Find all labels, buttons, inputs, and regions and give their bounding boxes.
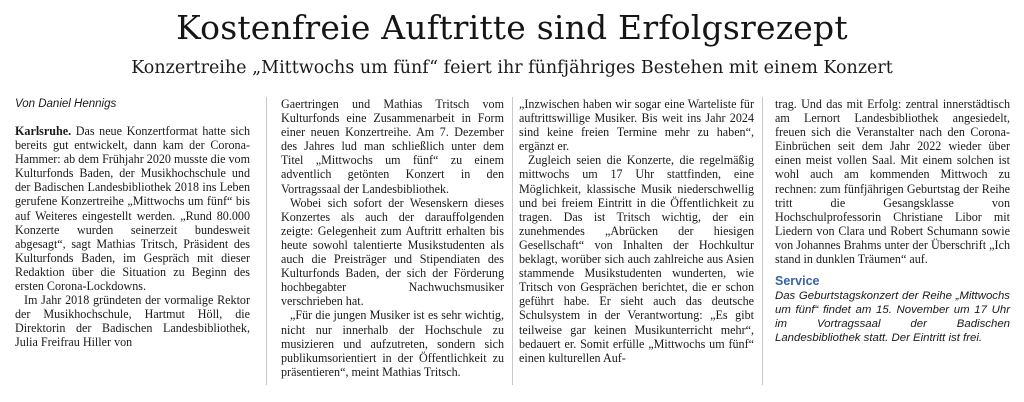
column-rule [762,97,763,385]
subheadline: Konzertreihe „Mittwochs um fünf“ feiert ihr fünfjähriges Bestehen mit einem Konzert [131,58,893,78]
article-column-2 [281,97,504,379]
service-heading: Service [775,274,820,289]
paragraph: „Für die jungen Musiker ist es sehr wichtig, nicht nur innerhalb der Hochschule zu musizieren und aufzutreten, sondern sich publikumsorientiert in der Öffentlichkeit zu präsentieren“, meint Mathias Tritsch. [281,308,504,379]
paragraph: Zugleich seien die Konzerte, die regelmäßig mittwochs um 17 Uhr stattfinden, eine Möglichkeit, klassische Musik niederschwellig und bei freiem Eintritt in die Öffentlichkeit zu tragen. Das ist Tritsch wichtig, der ein zunehmendes „Abrücken der hiesigen Gesellschaft“ von Inhalten der Hochkultur beklagt, worüber sich auch zahlreiche aus Asien stammende Musikstudenten wunderten, wie Tritsch von Gesprächen berichtet, die er schon geführt habe. Er sieht auch das deutsche Schulsystem in der Verantwortung: „Es gibt teilweise gar keinen Musikunterricht mehr“, bedauert er. Somit erfülle „Mittwochs um fünf“ einen kulturellen Auf- [519,153,754,365]
dateline-place: Karlsruhe. [15,124,72,138]
article-column-3 [519,97,754,365]
article-column-1 [15,97,250,350]
paragraph: Im Jahr 2018 gründeten der vormalige Rektor der Musikhochschule, Hartmut Höll, die Direktorin der Badischen Landesbibliothek, Julia Freifrau Hiller von [15,293,250,350]
paragraph-text: Das neue Konzertformat hatte sich bereits gut entwickelt, dann kam der Corona-Hammer: ab dem Frühjahr 2020 musste die vom Kulturfonds Baden, der Musikhochschule und der Badischen Landesbibliothek 2018 ins Leben gerufene Konzertreihe „Mittwochs um fünf“ bis auf Weiteres eingestellt werden. „Rund 80.000 Konzerte wurden seinerzeit bundesweit abgesagt“, sagt Mathias Tritsch, Präsident des Kulturfonds Baden, im Gespräch mit dieser Redaktion über die Situation zu Beginn des ersten Corona-Lockdowns. [15,124,250,294]
paragraph: Gaertringen und Mathias Tritsch vom Kulturfonds eine Zusammenarbeit in Form einer neuen Konzertreihe. Am 7. Dezember des Jahres lud man schließlich unter dem Titel „Mittwochs um fünf“ zu einem adventlich getönten Konzert in den Vortragssaal der Landesbibliothek. [281,97,504,196]
column-rule [512,97,513,385]
service-text: Das Geburtstagskonzert der Reihe „Mittwochs um fünf“ findet am 15. November um 17 Uhr im Vortragssaal der Badischen Landesbibliothek statt. Der Eintritt ist frei. [775,290,1010,345]
paragraph: „Inzwischen haben wir sogar eine Warteliste für auftrittswillige Musiker. Bis weit ins Jahr 2024 sind keine freien Termine mehr zu haben“, ergänzt er. [519,97,754,154]
paragraph: trag. Und das mit Erfolg: zentral innerstädtisch am Lernort Landesbibliothek angesiedelt, freuen sich die Veranstalter nach den Corona-Einbrüchen seit dem Jahr 2022 wieder über einen meist vollen Saal. Mit einem solchen ist wohl auch am kommenden Mittwoch zu rechnen: zum fünfjährigen Geburtstag der Reihe tritt die Gesangsklasse von Hochschulprofessorin Christiane Libor mit Liedern von Clara und Robert Schumann sowie von Johannes Brahms unter der Überschrift „Ich stand in dunklen Träumen“ auf. [775,97,1010,267]
column-rule [266,97,267,385]
headline: Kostenfreie Auftritte sind Erfolgsrezept [176,8,848,47]
byline: Von Daniel Hennigs [15,98,117,110]
paragraph [15,124,250,293]
article-column-4 [775,97,1010,346]
paragraph: Wobei sich sofort der Wesenskern dieses Konzertes als auch der darauffolgenden zeigte: Gelegenheit zum Auftritt erhalten bis heute sowohl talentierte Musikstudenten als auch die Preisträger und Stipendiaten des Kulturfonds Baden, der sich der Förderung hochbegabter Nachwuchsmusiker verschrieben hat. [281,195,504,309]
